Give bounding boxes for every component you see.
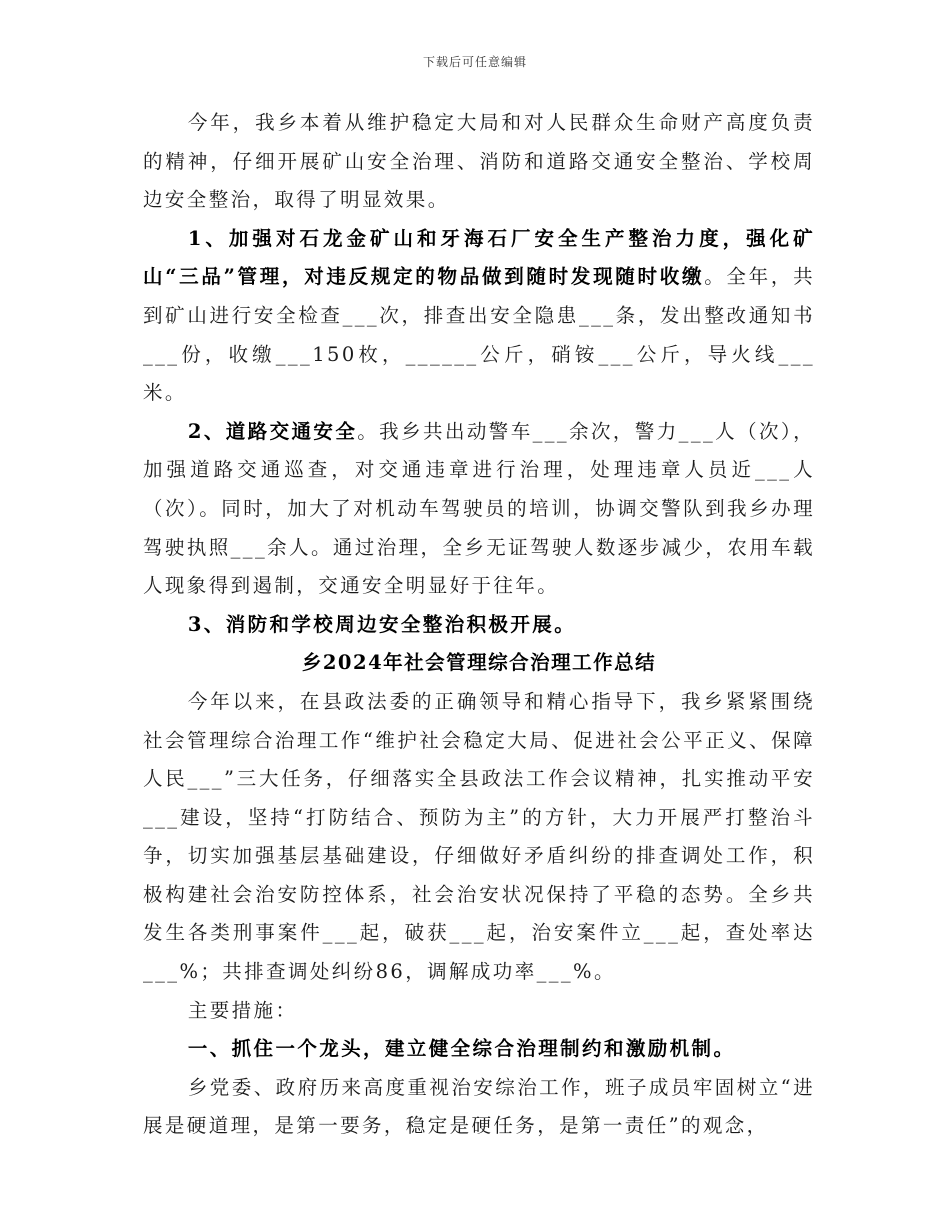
item-2-text: 。我乡共出动警车___余次，警力___人（次），加强道路交通巡查，对交通违章进行治理，处理违章人员近___人（次）。同时，加大了对机动车驾驶员的培训，协调交警队到我乡办理驾驶执照___余人。通过治理，全乡无证驾驶人数逐步减少，农用车载人现象得到遏制，交通安全明显好于往年。: [143, 419, 815, 598]
item-2-heading: 2、道路交通安全: [187, 419, 358, 443]
intro-paragraph: 今年，我乡本着从维护稳定大局和对人民群众生命财产高度负责的精神，仔细开展矿山安全治理、消防和道路交通安全整治、学校周边安全整治，取得了明显效果。: [143, 111, 815, 212]
measure-1-heading: 一、抓住一个龙头，建立健全综合治理制约和激励机制。: [187, 1037, 736, 1061]
item-1-text: 。全年，共到矿山进行安全检查___次，排查出安全隐患___条，发出整改通知书___份，收缴___150枚，______公斤，硝铵___公斤，导火线___米。: [143, 265, 815, 405]
item-1-heading: 1、加强对石龙金矿山和牙海石厂安全生产整治力度，强化矿山“三品”管理，对违反规定的物品做到随时发现随时收缴: [143, 226, 815, 289]
item-3-heading: 3、消防和学校周边安全整治积极开展。: [187, 612, 577, 636]
measures-label: 主要措施：: [187, 998, 298, 1022]
document-body: [143, 104, 815, 1146]
item-1-paragraph: [143, 220, 815, 413]
section-title: 乡2024年社会管理综合治理工作总结: [301, 651, 657, 675]
summary-paragraph: 今年以来，在县政法委的正确领导和精心指导下，我乡紧紧围绕社会管理综合治理工作“维护社会稳定大局、促进社会公平正义、保障人民___”三大任务，仔细落实全县政法工作会议精神，扎实推动平安___建设，坚持“打防结合、预防为主”的方针，大力开展严打整治斗争，切实加强基层基础建设，仔细做好矛盾纠纷的排查调处工作，积极构建社会治安防控体系，社会治安状况保持了平稳的态势。全乡共发生各类刑事案件___起，破获___起，治安案件立___起，查处率达___%；共排查调处纠纷86，调解成功率___%。: [143, 689, 815, 984]
measure-1-text: 乡党委、政府历来高度重视治安综治工作，班子成员牢固树立“进展是硬道理，是第一要务，稳定是硬任务，是第一责任”的观念，: [143, 1075, 815, 1138]
page-header: 下载后可任意编辑: [422, 55, 527, 69]
item-2-paragraph: [143, 413, 815, 606]
